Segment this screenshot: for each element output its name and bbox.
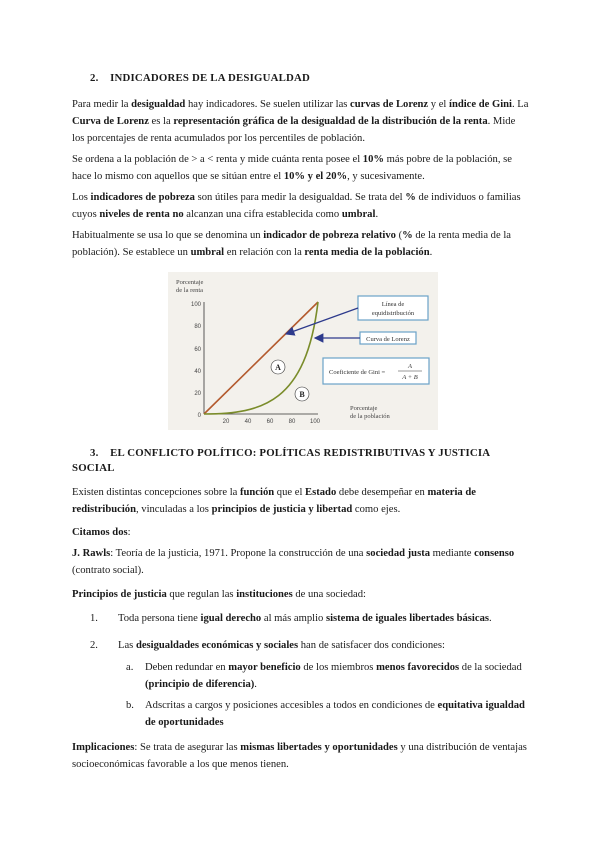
gini-numerator: A: [408, 363, 412, 370]
section-3-heading: [90, 445, 520, 462]
section-3-heading-line2: SOCIAL: [72, 462, 115, 474]
list-item-2: 2. Las desigualdades económicas y sociales han de satisfacer dos condiciones:: [90, 640, 445, 651]
area-b-label: B: [299, 390, 305, 399]
list-item-b-number: b.: [126, 700, 134, 711]
x-axis-label-line1: Porcentaje: [350, 405, 378, 412]
list-item-a: Deben redundar en mayor beneficio de los miembros menos favorecidos de la sociedad (principio de diferencia).: [145, 662, 522, 690]
x-tick: 60: [266, 419, 274, 425]
section-title: INDICADORES DE LA DESIGUALDAD: [110, 72, 310, 84]
y-axis-label-line2: de la renta: [176, 287, 204, 294]
list-item-a-number: a.: [126, 662, 134, 673]
paragraph-implications: Implicaciones: Se trata de asegurar las mismas libertades y oportunidades y una distribución de ventajas socioeconómicas favorable a los que menos tienen.: [72, 742, 527, 770]
list-item-1: 1. Toda persona tiene igual derecho al más amplio sistema de iguales libertades básicas.: [90, 613, 492, 624]
paragraph-poverty-indicators: Los indicadores de pobreza son útiles para medir la desigualdad. Se trata del % de individuos o familias cuyos niveles de renta no alcanzan una cifra establecida como umbral.: [72, 192, 521, 220]
paragraph-ordering: Se ordena a la población de > a < renta y mide cuánta renta posee el 10% más pobre de la población, se hace lo mismo con aquellos que se sitúan entre el 10% y el 20%, y sucesivamente.: [72, 154, 512, 182]
x-tick: 100: [309, 419, 321, 425]
gini-label: Coeficiente de Gini =: [329, 369, 386, 376]
paragraph-citamos: Citamos dos:: [72, 527, 131, 538]
x-tick: 40: [244, 419, 252, 425]
callout-equality-line1: Línea de: [381, 301, 405, 308]
y-tick: 0: [197, 413, 201, 419]
y-tick: 20: [194, 391, 201, 397]
callout-lorenz-label: Curva de Lorenz: [366, 336, 410, 343]
x-tick: 20: [222, 419, 230, 425]
callout-equality-arrow: [286, 308, 358, 334]
x-tick: 80: [288, 419, 296, 425]
y-tick: 60: [194, 347, 201, 353]
section-number: 3.: [90, 447, 99, 459]
section-2-heading: [90, 72, 310, 84]
paragraph-conceptions: Existen distintas concepciones sobre la función que el Estado debe desempeñar en materia de redistribución, vinculadas a los principios de justicia y libertad como ejes.: [72, 487, 476, 515]
y-tick: 100: [190, 302, 201, 308]
section-title-line1: EL CONFLICTO POLÍTICO: POLÍTICAS REDISTRIBUTIVAS Y JUSTICIA: [110, 447, 491, 459]
list-item-b: Adscritas a cargos y posiciones accesibles a todos en condiciones de equitativa igualdad de oportunidades: [145, 700, 525, 728]
area-a-label: A: [275, 363, 281, 372]
section-number: 2.: [90, 72, 99, 84]
x-axis-label-line2: de la población: [350, 413, 390, 420]
paragraph-lorenz: Para medir la desigualdad hay indicadores. Se suelen utilizar las curvas de Lorenz y el índice de Gini. La Curva de Lorenz es la representación gráfica de la desigualdad de la distribución de la renta. Mide los porcentajes de renta acumulados por los percentiles de población.: [72, 99, 529, 144]
gini-denominator: A + B: [402, 374, 418, 381]
callout-equality-line2: equidistribución: [371, 310, 415, 317]
paragraph-relative-poverty: Habitualmente se usa lo que se denomina un indicador de pobreza relativo (% de la renta media de la población). Se establece un umbral en relación con la renta media de la población.: [72, 230, 511, 258]
paragraph-principles: Principios de justicia que regulan las instituciones de una sociedad:: [72, 589, 366, 600]
paragraph-rawls: J. Rawls: Teoría de la justicia, 1971. Propone la construcción de una sociedad justa mediante consenso (contrato social).: [72, 548, 515, 576]
y-tick: 80: [194, 324, 201, 330]
y-axis-label-line1: Porcentaje: [176, 279, 204, 286]
y-tick: 40: [194, 369, 201, 375]
lorenz-curve-figure: [168, 272, 438, 430]
